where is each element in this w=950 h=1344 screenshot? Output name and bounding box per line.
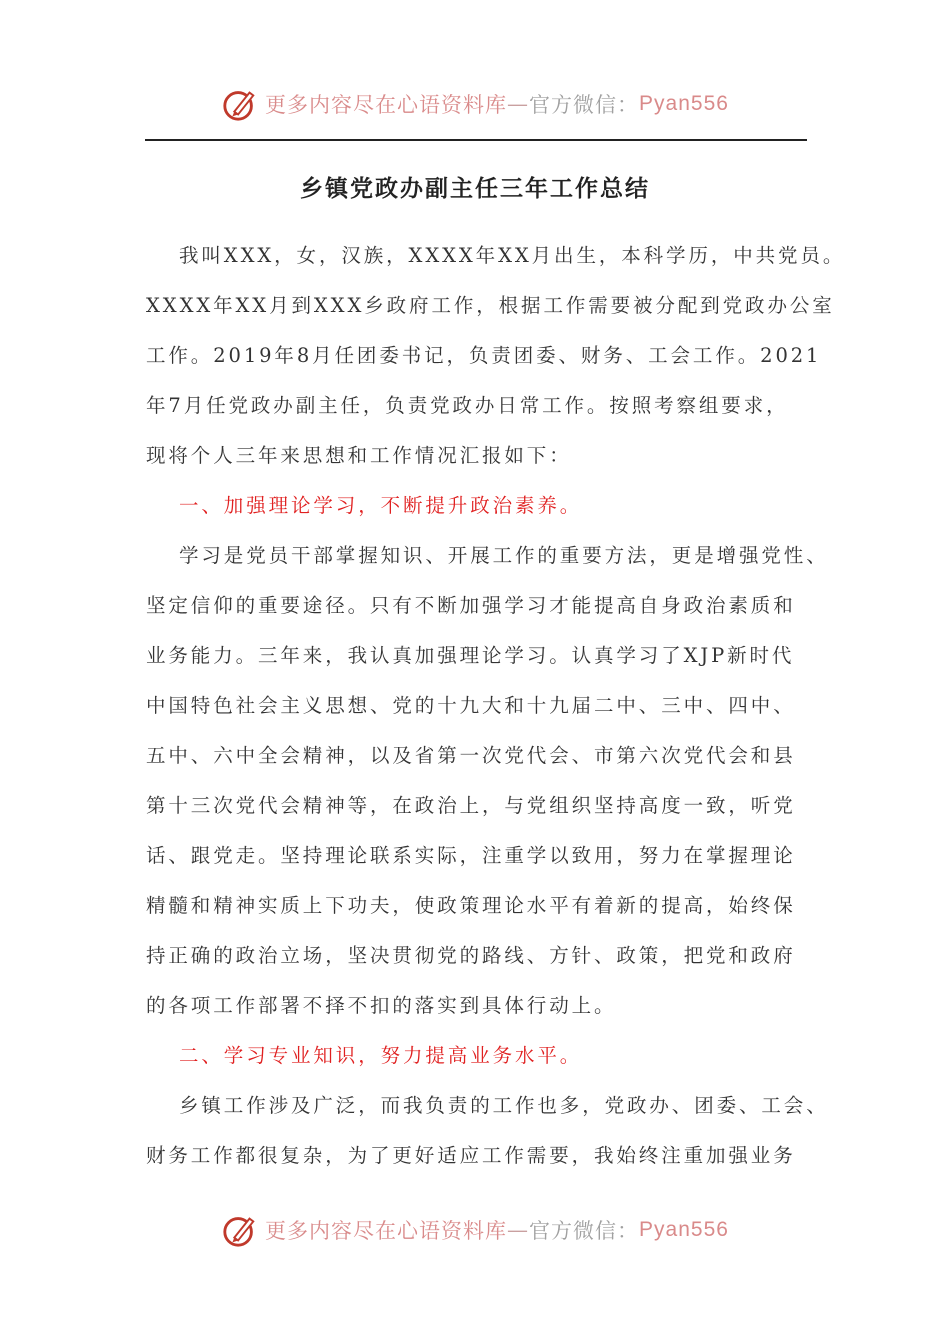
body-line: 我叫XXX，女，汉族，XXXX年XX月出生，本科学历，中共党员。 [179, 244, 846, 267]
header-divider [145, 139, 807, 141]
document-title: 乡镇党政办副主任三年工作总结 [300, 175, 650, 202]
pen-logo-icon [221, 85, 259, 123]
footer-banner [0, 1210, 950, 1250]
pen-logo-icon [221, 1211, 259, 1249]
section-heading-2: 二、学习专业知识，努力提高业务水平。 [179, 1044, 583, 1067]
body-line: 中国特色社会主义思想、党的十九大和十九届二中、三中、四中、 [146, 694, 796, 717]
body-line: 学习是党员干部掌握知识、开展工作的重要方法，更是增强党性、 [179, 544, 829, 567]
banner-main-text: 更多内容尽在心语资料库 [265, 1219, 508, 1243]
section-heading-1: 一、加强理论学习，不断提升政治素养。 [179, 494, 583, 517]
body-line: 五中、六中全会精神，以及省第一次党代会、市第六次党代会和县 [146, 744, 796, 767]
body-line: 财务工作都很复杂，为了更好适应工作需要，我始终注重加强业务 [146, 1144, 796, 1167]
body-line: 工作。2019年8月任团委书记，负责团委、财务、工会工作。2021 [146, 344, 822, 367]
banner-dash: — [507, 1218, 530, 1242]
body-line: 业务能力。三年来，我认真加强理论学习。认真学习了XJP新时代 [146, 644, 795, 667]
body-line: 年7月任党政办副主任，负责党政办日常工作。按照考察组要求， [146, 394, 789, 417]
body-line: 现将个人三年来思想和工作情况汇报如下： [146, 444, 572, 467]
body-line: 话、跟党走。坚持理论联系实际，注重学以致用，努力在掌握理论 [146, 844, 796, 867]
header-banner [0, 84, 950, 124]
body-line: 第十三次党代会精神等，在政治上，与党组织坚持高度一致，听党 [146, 794, 796, 817]
body-line: 的各项工作部署不择不扣的落实到具体行动上。 [146, 994, 617, 1017]
body-line: 精髓和精神实质上下功夫，使政策理论水平有着新的提高，始终保 [146, 894, 796, 917]
body-line: 乡镇工作涉及广泛，而我负责的工作也多，党政办、团委、工会、 [179, 1094, 829, 1117]
body-line: 持正确的政治立场，坚决贯彻党的路线、方针、政策，把党和政府 [146, 944, 796, 967]
banner-main-text: 更多内容尽在心语资料库 [265, 93, 508, 117]
banner-wechat-label: 官方微信： [529, 93, 640, 117]
body-line: XXXX年XX月到XXX乡政府工作，根据工作需要被分配到党政办公室 [146, 294, 835, 317]
body-line: 坚定信仰的重要途径。只有不断加强学习才能提高自身政治素质和 [146, 594, 796, 617]
banner-dash: — [507, 92, 530, 116]
banner-wechat-id: Pyan556 [639, 1218, 729, 1241]
banner-wechat-id: Pyan556 [639, 92, 729, 115]
banner-wechat-label: 官方微信： [529, 1219, 640, 1243]
